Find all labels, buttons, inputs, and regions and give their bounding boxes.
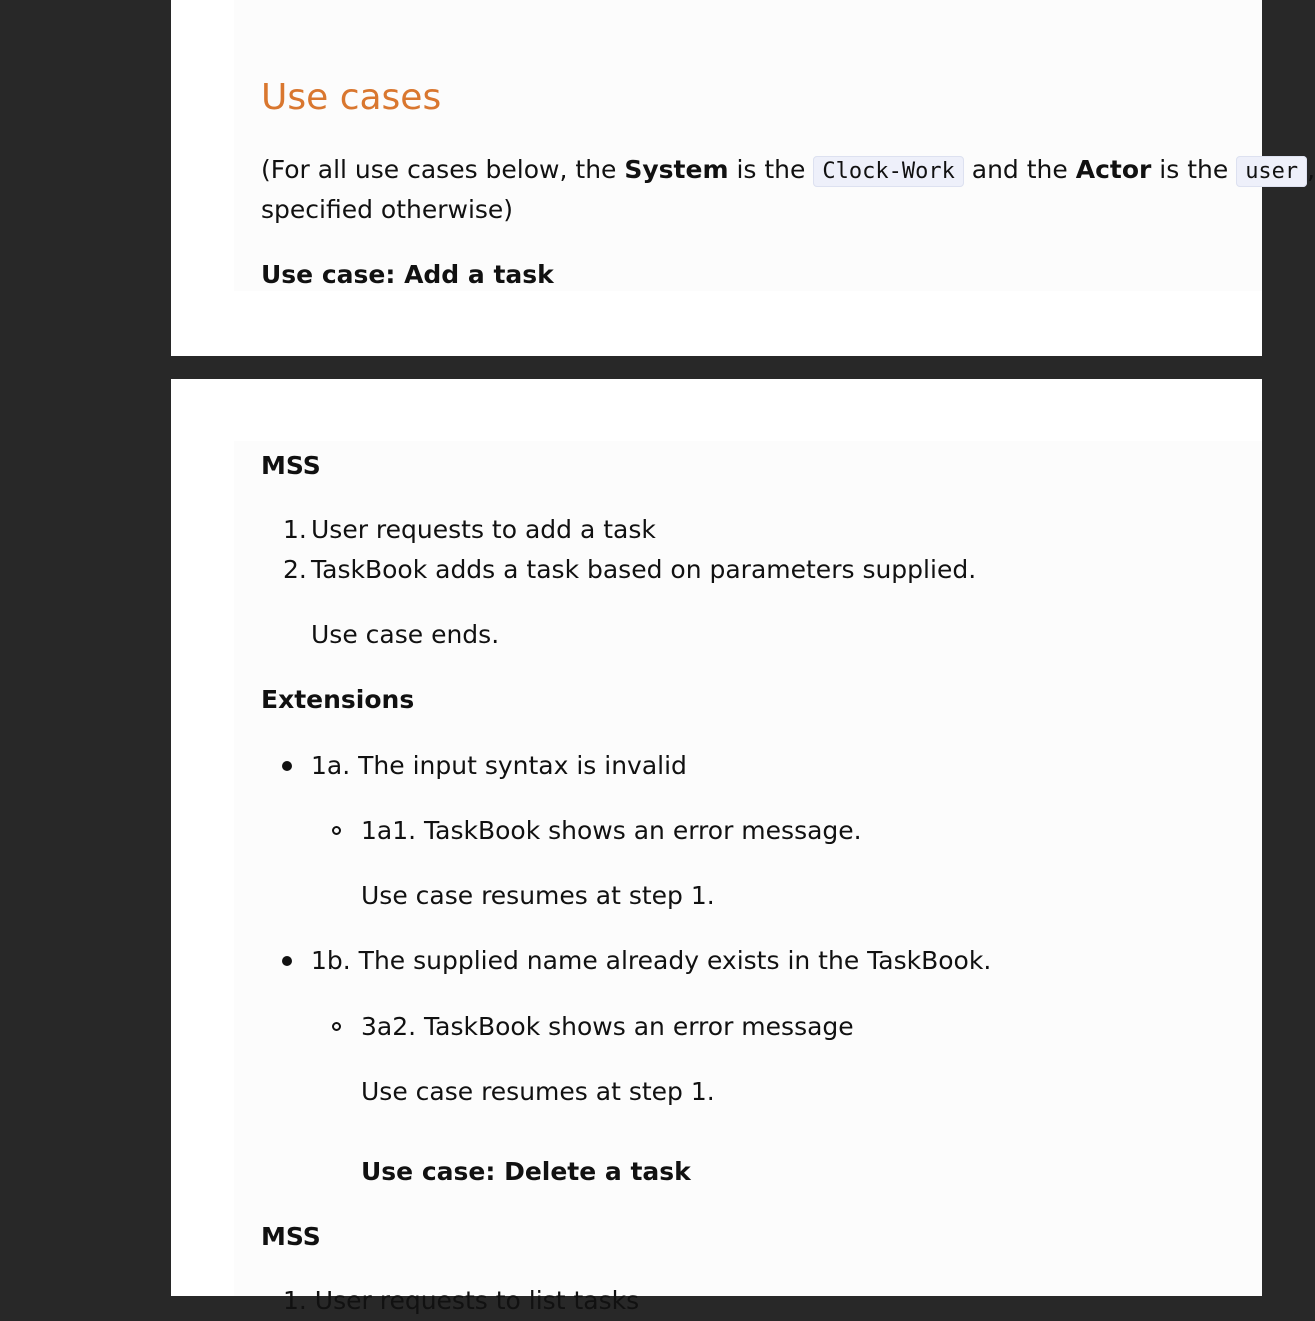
list-number: 2. bbox=[283, 555, 307, 584]
next-use-case-title: Use case: Delete a task bbox=[361, 1157, 691, 1186]
extensions-heading: Extensions bbox=[261, 685, 415, 714]
bullet-icon bbox=[282, 761, 292, 771]
mss-step: User requests to add a task bbox=[311, 515, 656, 544]
mss-heading: MSS bbox=[261, 451, 321, 480]
use-case-title: Use case: Add a task bbox=[261, 260, 554, 289]
extension-sub-item: 3a2. TaskBook shows an error message bbox=[361, 1012, 854, 1041]
extension-sub-item: 1a1. TaskBook shows an error message. bbox=[361, 816, 862, 845]
intro-paragraph-line2: specified otherwise) bbox=[261, 195, 514, 224]
page-content bbox=[234, 0, 1315, 291]
section-heading: Use cases bbox=[261, 77, 442, 118]
sub-bullet-icon bbox=[332, 826, 341, 835]
page-content bbox=[234, 441, 1262, 1315]
extension-item: 1b. The supplied name already exists in the TaskBook. bbox=[311, 946, 992, 975]
document-page-2 bbox=[171, 379, 1262, 1315]
extension-sub-note: Use case resumes at step 1. bbox=[361, 881, 715, 910]
mss-step: TaskBook adds a task based on parameters supplied. bbox=[311, 555, 977, 584]
extension-sub-note: Use case resumes at step 1. bbox=[361, 1077, 715, 1106]
intro-paragraph: (For all use cases below, the System is the Clock-Work and the Actor is the user , bbox=[261, 150, 1315, 192]
mss-end-note: Use case ends. bbox=[311, 620, 500, 649]
bullet-icon bbox=[282, 956, 292, 966]
mss-heading-2: MSS bbox=[261, 1222, 321, 1251]
sub-bullet-icon bbox=[332, 1022, 341, 1031]
extension-item: 1a. The input syntax is invalid bbox=[311, 751, 687, 780]
system-label: System bbox=[624, 155, 729, 184]
actor-label: Actor bbox=[1075, 155, 1152, 184]
list-number: 1. bbox=[283, 515, 307, 544]
system-code: Clock-Work bbox=[813, 156, 963, 187]
actor-code: user bbox=[1236, 156, 1307, 187]
document-page-1 bbox=[171, 0, 1315, 356]
mss-step-partial: 1. User requests to list tasks bbox=[283, 1286, 640, 1315]
